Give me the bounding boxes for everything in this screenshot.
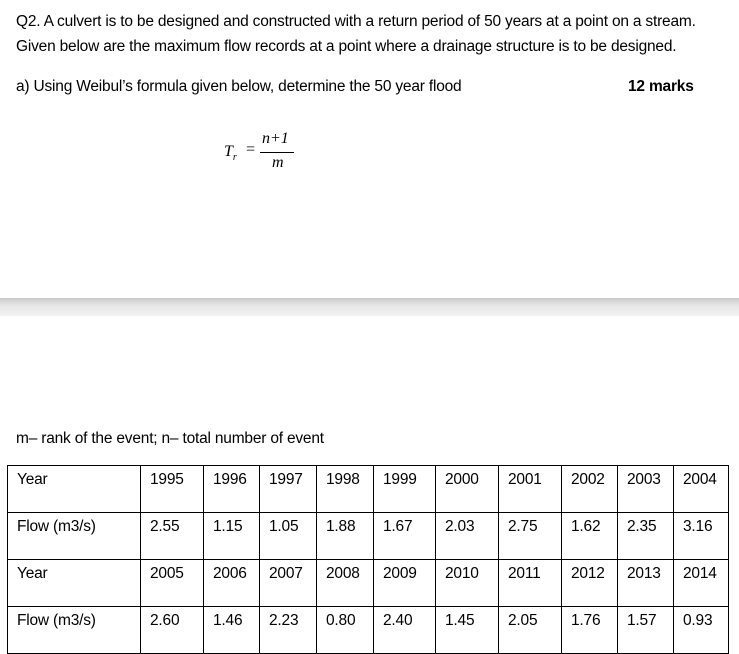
formula-numerator: n+1 [262, 130, 289, 147]
table-cell: 2.23 [260, 607, 317, 654]
table-cell: 1.45 [436, 607, 499, 654]
table-cell: 2.03 [436, 513, 499, 560]
table-cell: 2003 [618, 466, 674, 513]
formula-denominator: m [272, 154, 284, 171]
table-cell: 0.93 [674, 607, 729, 654]
table-cell: 1998 [317, 466, 374, 513]
table-cell: 1995 [141, 466, 204, 513]
table-cell: 1996 [204, 466, 260, 513]
page-break-divider [0, 298, 739, 316]
table-cell: 1.88 [317, 513, 374, 560]
row-label: Flow (m3/s) [8, 513, 141, 560]
part-a-prompt: a) Using Weibul’s formula given below, determine the 50 year flood [16, 78, 462, 95]
table-cell: 1.46 [204, 607, 260, 654]
formula-lhs: $T_r$ [224, 143, 237, 164]
table-cell: 1.62 [562, 513, 618, 560]
table-cell: 1.57 [618, 607, 674, 654]
question-line-1: Q2. A culvert is to be designed and constructed with a return period of 50 years at a point on a stream. [16, 13, 696, 30]
table-cell: 2004 [674, 466, 729, 513]
table-cell: 2008 [317, 560, 374, 607]
table-cell: 2012 [562, 560, 618, 607]
table-cell: 2001 [499, 466, 562, 513]
table-cell: 2002 [562, 466, 618, 513]
table-cell: 1.15 [204, 513, 260, 560]
table-cell: 1.67 [374, 513, 436, 560]
table-cell: 2009 [374, 560, 436, 607]
table-cell: 2000 [436, 466, 499, 513]
table-cell: 2.40 [374, 607, 436, 654]
table-row [8, 560, 729, 607]
flow-records-table [7, 465, 729, 654]
table-cell: 2.35 [618, 513, 674, 560]
table-cell: 2014 [674, 560, 729, 607]
row-label: Year [8, 560, 141, 607]
weibull-formula [224, 130, 314, 178]
row-label: Year [8, 466, 141, 513]
marks-label: 12 marks [628, 78, 694, 95]
table-cell: 2.55 [141, 513, 204, 560]
table-cell: 1.76 [562, 607, 618, 654]
table-cell: 2.60 [141, 607, 204, 654]
table-cell: 2006 [204, 560, 260, 607]
table-cell: 1.05 [260, 513, 317, 560]
table-cell: 2.75 [499, 513, 562, 560]
table-row [8, 513, 729, 560]
formula-equals: = [246, 141, 256, 158]
question-line-2: Given below are the maximum flow records at a point where a drainage structure is to be designed. [16, 38, 677, 55]
table-cell: 3.16 [674, 513, 729, 560]
fraction-bar [260, 152, 294, 153]
table-cell: 2.05 [499, 607, 562, 654]
table-row [8, 466, 729, 513]
table-cell: 2010 [436, 560, 499, 607]
table-cell: 2005 [141, 560, 204, 607]
table-row [8, 607, 729, 654]
table-cell: 0.80 [317, 607, 374, 654]
formula-legend: m– rank of the event; n– total number of event [16, 430, 324, 447]
table-cell: 2013 [618, 560, 674, 607]
table-cell: 2011 [499, 560, 562, 607]
row-label: Flow (m3/s) [8, 607, 141, 654]
table-cell: 2007 [260, 560, 317, 607]
table-cell: 1997 [260, 466, 317, 513]
table-cell: 1999 [374, 466, 436, 513]
